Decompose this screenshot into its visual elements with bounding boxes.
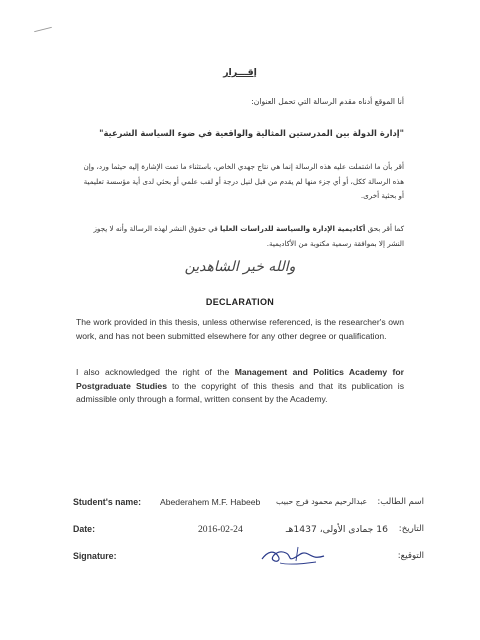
- english-paragraph-1: The work provided in this thesis, unless otherwise referenced, is the researcher's own work, and has not been submitted elsewhere for any other degree or qualification.: [76, 317, 404, 341]
- handwritten-signature: [258, 541, 328, 569]
- stray-mark: [34, 27, 52, 32]
- student-name-value-ar: عبدالرحيم محمود فرج حبيب: [276, 497, 368, 506]
- declaration-title: DECLARATION: [205, 297, 275, 307]
- date-value: 2016-02-24: [198, 524, 243, 535]
- english-paragraph-2: I also acknowledged the right of the Management and Politics Academy for Postgraduate Studies to the copyright of this thesis and that its publication is admissible only through a formal, written consent by the Academy.: [76, 367, 405, 405]
- signature-label: Signature:: [73, 551, 117, 561]
- arabic-intro: أنا الموقع أدناه مقدم الرسالة التي تحمل العنوان:: [251, 97, 404, 106]
- signature-row: [0, 551, 480, 567]
- signature-label-ar: التوقيع:: [397, 551, 424, 561]
- student-name-row: [0, 497, 480, 513]
- student-name-label-ar: اسم الطالب:: [377, 497, 424, 507]
- date-label: Date:: [73, 524, 95, 534]
- date-label-ar: التاريخ:: [398, 524, 424, 534]
- arabic-paragraph-1: أقر بأن ما اشتملت عليه هذه الرسالة إنما هي نتاج جهدي الخاص، باستثناء ما تمت الإشارة إليه حيثما ورد، وإن هذه الرسالة ككل، أو أي جزء منها لم يقدم من قبل لنيل درجة أو لقب علمي أو بحثي لدى أية مؤسسة تعليمية أو بحثية أخرى.: [83, 162, 404, 200]
- arabic-paragraph-2: كما أقر بحق أكاديمية الإدارة والسياسة للدراسات العليا في حقوق النشر لهذه الرسالة وأنه لا يجوز النشر إلا بموافقة رسمية مكتوبة من الأكاديمية.: [93, 224, 404, 248]
- student-name-label: Student's name:: [73, 497, 142, 507]
- arabic-title: إقـــرار: [223, 67, 257, 78]
- student-name-value-en: Abederahem M.F. Habeeb: [160, 497, 261, 507]
- arabic-thesis-title: "إدارة الدولة بين المدرستين المثالية والواقعية في ضوء السياسة الشرعية": [99, 128, 404, 138]
- date-row: [0, 524, 480, 540]
- arabic-closing: والله خير الشاهدين: [184, 259, 296, 275]
- date-value-hijri: 16 جمادى الأولى، 1437هـ: [285, 524, 388, 535]
